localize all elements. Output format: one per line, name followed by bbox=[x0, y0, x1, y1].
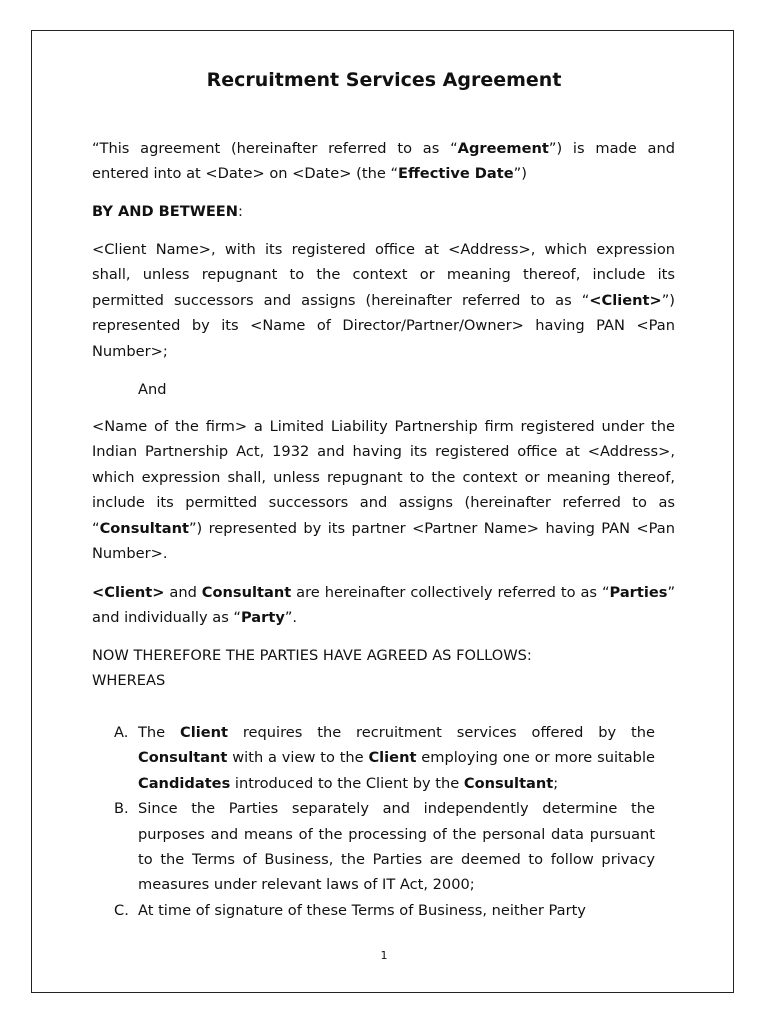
recitals-list bbox=[114, 720, 655, 923]
between-colon: : bbox=[237, 203, 243, 220]
recital-a-text-4: employing one or more suitable bbox=[416, 749, 655, 767]
recital-a-consultant-term-2: Consultant bbox=[463, 774, 554, 792]
recital-a-client-term: Client bbox=[180, 724, 228, 741]
party-term: Party bbox=[241, 609, 285, 627]
parties-term: Parties bbox=[609, 584, 668, 601]
recital-c bbox=[114, 898, 655, 923]
parties-text-1: and bbox=[164, 584, 202, 601]
parties-text-4: ”. bbox=[284, 609, 298, 627]
document-title: Recruitment Services Agreement bbox=[206, 69, 562, 91]
parties-text-2: are hereinafter collectively referred to as “ bbox=[291, 584, 610, 601]
client-term: <Client> bbox=[589, 291, 662, 309]
between-label: BY AND BETWEEN bbox=[92, 203, 238, 220]
intro-text-3: ”) bbox=[513, 165, 527, 183]
parties-paragraph bbox=[92, 580, 675, 631]
between-heading bbox=[92, 199, 675, 224]
whereas-line: WHEREAS bbox=[92, 672, 166, 689]
recital-a-client-term-2: Client bbox=[368, 749, 417, 767]
recital-c-text: At time of signature of these Terms of Business, neither Party bbox=[138, 901, 586, 919]
recital-c-marker: C. bbox=[114, 901, 129, 919]
firm-text-1: <Name of the firm> a Limited Liability Partnership firm registered under the Indian Partnership Act, 1932 and having its registered office at <Address>, which expression shall, unless repugnant to the context or meaning thereof, include its permitted successors and assigns (hereinafter referred to as “ bbox=[92, 418, 675, 537]
parties-client-term: <Client> bbox=[92, 584, 165, 601]
recital-b-marker: B. bbox=[114, 800, 129, 818]
recital-a-consultant-term: Consultant bbox=[138, 749, 228, 767]
parties-consultant-term: Consultant bbox=[201, 584, 292, 601]
recital-a-text-2: requires the recruitment services offered by the bbox=[228, 724, 655, 741]
consultant-term: Consultant bbox=[99, 519, 189, 537]
recital-a-marker: A. bbox=[114, 724, 129, 741]
intro-effective-date-term: Effective Date bbox=[398, 165, 514, 183]
recital-a-text-3: with a view to the bbox=[227, 749, 369, 767]
intro-paragraph bbox=[92, 136, 675, 187]
and-separator: And bbox=[138, 381, 167, 398]
intro-agreement-term: Agreement bbox=[457, 140, 549, 157]
recital-a-candidates-term: Candidates bbox=[138, 774, 231, 792]
recital-a-text-5: introduced to the Client by the bbox=[230, 774, 464, 792]
recital-b-text: Since the Parties separately and independently determine the purposes and means of the processing of the personal data pursuant to the Terms of Business, the Parties are deemed to follow privacy measures under relevant laws of IT Act, 2000; bbox=[138, 800, 655, 894]
recital-a bbox=[114, 720, 655, 796]
client-text-1: <Client Name>, with its registered office at <Address>, which expression shall, unless repugnant to the context or meaning thereof, include its permitted successors and assigns (hereinafter referred to as “ bbox=[92, 241, 675, 309]
client-text-2: ”) represented by its <Name of Director/Partner/Owner> having PAN <Pan Number>; bbox=[92, 291, 675, 360]
recital-a-text-1: The bbox=[138, 724, 181, 741]
now-therefore-line: NOW THEREFORE THE PARTIES HAVE AGREED AS FOLLOWS: bbox=[92, 647, 532, 664]
intro-text-2: ”) is made and entered into at <Date> on <Date> (the “ bbox=[92, 140, 675, 183]
parties-text-3: ” and individually as “ bbox=[92, 584, 675, 627]
page-number: 1 bbox=[380, 949, 388, 962]
firm-paragraph bbox=[92, 414, 675, 566]
recital-a-text-6: ; bbox=[553, 774, 559, 792]
intro-text-1: “This agreement (hereinafter referred to as “ bbox=[92, 140, 458, 157]
recital-b bbox=[114, 796, 655, 898]
firm-text-2: ”) represented by its partner <Partner Name> having PAN <Pan Number>. bbox=[92, 519, 675, 563]
client-paragraph bbox=[92, 237, 675, 364]
